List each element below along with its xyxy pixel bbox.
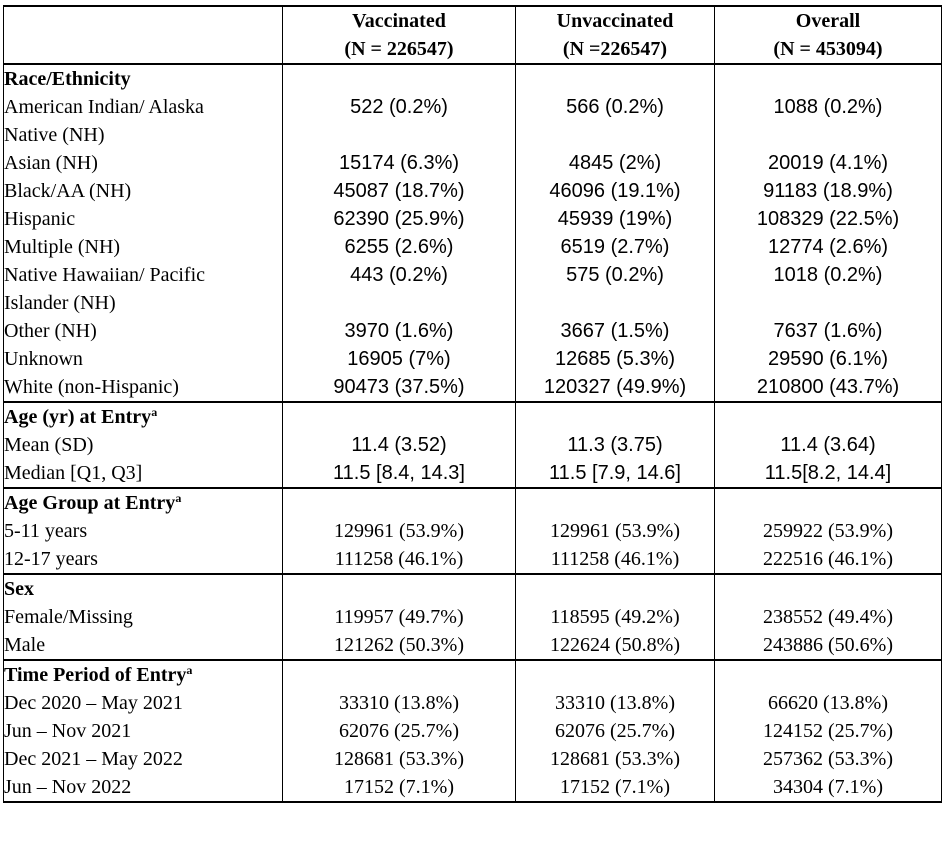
cell-unvaccinated: 111258 (46.1%): [516, 545, 715, 574]
section-header-row: [4, 64, 942, 93]
row-label: 5-11 years: [4, 517, 283, 545]
cell-unvaccinated: 129961 (53.9%): [516, 517, 715, 545]
header-vaccinated-title: Vaccinated: [352, 10, 446, 32]
cell-overall: 108329 (22.5%): [715, 205, 942, 233]
cell-unvaccinated: 17152 (7.1%): [516, 773, 715, 802]
cell-vaccinated: 522 (0.2%): [283, 93, 516, 149]
cell-overall: 11.4 (3.64): [715, 431, 942, 459]
section-title: [4, 402, 283, 431]
section-title-text: Time Period of Entry: [4, 664, 187, 686]
cell-vaccinated: 33310 (13.8%): [283, 689, 516, 717]
cell-overall: 1088 (0.2%): [715, 93, 942, 149]
cell-vaccinated: 3970 (1.6%): [283, 317, 516, 345]
section-header-row: [4, 574, 942, 603]
section-header-empty-cell: [715, 402, 942, 431]
cell-unvaccinated: 575 (0.2%): [516, 261, 715, 317]
row-label: Unknown: [4, 345, 283, 373]
cell-vaccinated: 119957 (49.7%): [283, 603, 516, 631]
section-title-text: Race/Ethnicity: [4, 68, 131, 90]
cell-unvaccinated: 3667 (1.5%): [516, 317, 715, 345]
row-label: Median [Q1, Q3]: [4, 459, 283, 488]
row-label: American Indian/ Alaska Native (NH): [4, 93, 283, 149]
header-overall-n: (N = 453094): [773, 38, 883, 60]
section-header-empty-cell: [283, 574, 516, 603]
row-label: Native Hawaiian/ Pacific Islander (NH): [4, 261, 283, 317]
cell-overall: 29590 (6.1%): [715, 345, 942, 373]
header-overall-title: Overall: [795, 10, 861, 32]
row-label: Hispanic: [4, 205, 283, 233]
table-row: [4, 261, 942, 317]
header-unvaccinated-title: Unvaccinated: [556, 10, 674, 32]
cell-overall: 243886 (50.6%): [715, 631, 942, 660]
cell-unvaccinated: 6519 (2.7%): [516, 233, 715, 261]
cell-vaccinated: 121262 (50.3%): [283, 631, 516, 660]
cell-overall: 91183 (18.9%): [715, 177, 942, 205]
section-title-text: Age Group at Entry: [4, 492, 176, 514]
row-label: Jun – Nov 2022: [4, 773, 283, 802]
section-header-empty-cell: [715, 488, 942, 517]
cell-overall: 12774 (2.6%): [715, 233, 942, 261]
row-label: 12-17 years: [4, 545, 283, 574]
cell-overall: 11.5[8.2, 14.4]: [715, 459, 942, 488]
header-vaccinated-n: (N = 226547): [344, 38, 454, 60]
row-label: Multiple (NH): [4, 233, 283, 261]
table-row: [4, 603, 942, 631]
cell-vaccinated: 11.5 [8.4, 14.3]: [283, 459, 516, 488]
header-unvaccinated-n: (N =226547): [562, 38, 668, 60]
cell-vaccinated: 17152 (7.1%): [283, 773, 516, 802]
table-body: [4, 64, 942, 802]
header-empty-cell: [4, 6, 283, 64]
cell-vaccinated: 128681 (53.3%): [283, 745, 516, 773]
cell-overall: 257362 (53.3%): [715, 745, 942, 773]
section-header-empty-cell: [283, 488, 516, 517]
section-title-text: Sex: [4, 578, 34, 600]
table-row: [4, 373, 942, 402]
cell-vaccinated: 129961 (53.9%): [283, 517, 516, 545]
footnote-marker: a: [186, 663, 193, 677]
header-vaccinated: [283, 6, 516, 64]
cell-overall: 222516 (46.1%): [715, 545, 942, 574]
section-header-row: [4, 488, 942, 517]
row-label: Asian (NH): [4, 149, 283, 177]
table-row: [4, 431, 942, 459]
table-row: [4, 317, 942, 345]
table-row: [4, 631, 942, 660]
cell-overall: 259922 (53.9%): [715, 517, 942, 545]
cell-overall: 20019 (4.1%): [715, 149, 942, 177]
table-row: [4, 459, 942, 488]
cell-vaccinated: 62076 (25.7%): [283, 717, 516, 745]
section-header-empty-cell: [516, 660, 715, 689]
section-header-empty-cell: [516, 488, 715, 517]
cell-vaccinated: 443 (0.2%): [283, 261, 516, 317]
row-label: Female/Missing: [4, 603, 283, 631]
cell-vaccinated: 90473 (37.5%): [283, 373, 516, 402]
cohort-characteristics-table: [3, 5, 942, 803]
cell-unvaccinated: 128681 (53.3%): [516, 745, 715, 773]
table-row: [4, 205, 942, 233]
cell-vaccinated: 11.4 (3.52): [283, 431, 516, 459]
row-label: Dec 2021 – May 2022: [4, 745, 283, 773]
footnote-marker: a: [151, 405, 158, 419]
header-unvaccinated: [516, 6, 715, 64]
section-header-empty-cell: [283, 402, 516, 431]
cell-unvaccinated: 120327 (49.9%): [516, 373, 715, 402]
section-header-row: [4, 660, 942, 689]
header-row: [4, 6, 942, 64]
table-row: [4, 177, 942, 205]
cell-vaccinated: 16905 (7%): [283, 345, 516, 373]
section-title: [4, 64, 283, 93]
cell-vaccinated: 62390 (25.9%): [283, 205, 516, 233]
section-title: [4, 488, 283, 517]
cell-overall: 238552 (49.4%): [715, 603, 942, 631]
table-row: [4, 717, 942, 745]
section-header-row: [4, 402, 942, 431]
table-row: [4, 773, 942, 802]
cell-unvaccinated: 11.5 [7.9, 14.6]: [516, 459, 715, 488]
row-label: Jun – Nov 2021: [4, 717, 283, 745]
section-header-empty-cell: [715, 660, 942, 689]
cell-overall: 7637 (1.6%): [715, 317, 942, 345]
section-header-empty-cell: [283, 64, 516, 93]
row-label: Dec 2020 – May 2021: [4, 689, 283, 717]
section-header-empty-cell: [516, 64, 715, 93]
cell-unvaccinated: 118595 (49.2%): [516, 603, 715, 631]
cell-overall: 34304 (7.1%): [715, 773, 942, 802]
section-header-empty-cell: [283, 660, 516, 689]
section-title: [4, 574, 283, 603]
row-label: Other (NH): [4, 317, 283, 345]
table-row: [4, 93, 942, 149]
cell-unvaccinated: 122624 (50.8%): [516, 631, 715, 660]
cell-unvaccinated: 566 (0.2%): [516, 93, 715, 149]
cell-unvaccinated: 45939 (19%): [516, 205, 715, 233]
table-row: [4, 545, 942, 574]
section-header-empty-cell: [516, 574, 715, 603]
cell-unvaccinated: 46096 (19.1%): [516, 177, 715, 205]
table-row: [4, 689, 942, 717]
cell-overall: 1018 (0.2%): [715, 261, 942, 317]
cell-unvaccinated: 11.3 (3.75): [516, 431, 715, 459]
header-overall: [715, 6, 942, 64]
table-row: [4, 345, 942, 373]
table-row: [4, 233, 942, 261]
cell-vaccinated: 6255 (2.6%): [283, 233, 516, 261]
table-row: [4, 149, 942, 177]
cell-unvaccinated: 12685 (5.3%): [516, 345, 715, 373]
cell-vaccinated: 15174 (6.3%): [283, 149, 516, 177]
row-label: Black/AA (NH): [4, 177, 283, 205]
cell-overall: 66620 (13.8%): [715, 689, 942, 717]
cell-vaccinated: 111258 (46.1%): [283, 545, 516, 574]
section-title-text: Age (yr) at Entry: [4, 406, 152, 428]
row-label: White (non-Hispanic): [4, 373, 283, 402]
table-row: [4, 745, 942, 773]
cell-overall: 210800 (43.7%): [715, 373, 942, 402]
cell-unvaccinated: 33310 (13.8%): [516, 689, 715, 717]
section-header-empty-cell: [516, 402, 715, 431]
table-row: [4, 517, 942, 545]
row-label: Mean (SD): [4, 431, 283, 459]
section-header-empty-cell: [715, 574, 942, 603]
footnote-marker: a: [175, 491, 182, 505]
cell-overall: 124152 (25.7%): [715, 717, 942, 745]
cell-vaccinated: 45087 (18.7%): [283, 177, 516, 205]
row-label: Male: [4, 631, 283, 660]
cell-unvaccinated: 4845 (2%): [516, 149, 715, 177]
section-title: [4, 660, 283, 689]
cell-unvaccinated: 62076 (25.7%): [516, 717, 715, 745]
section-header-empty-cell: [715, 64, 942, 93]
